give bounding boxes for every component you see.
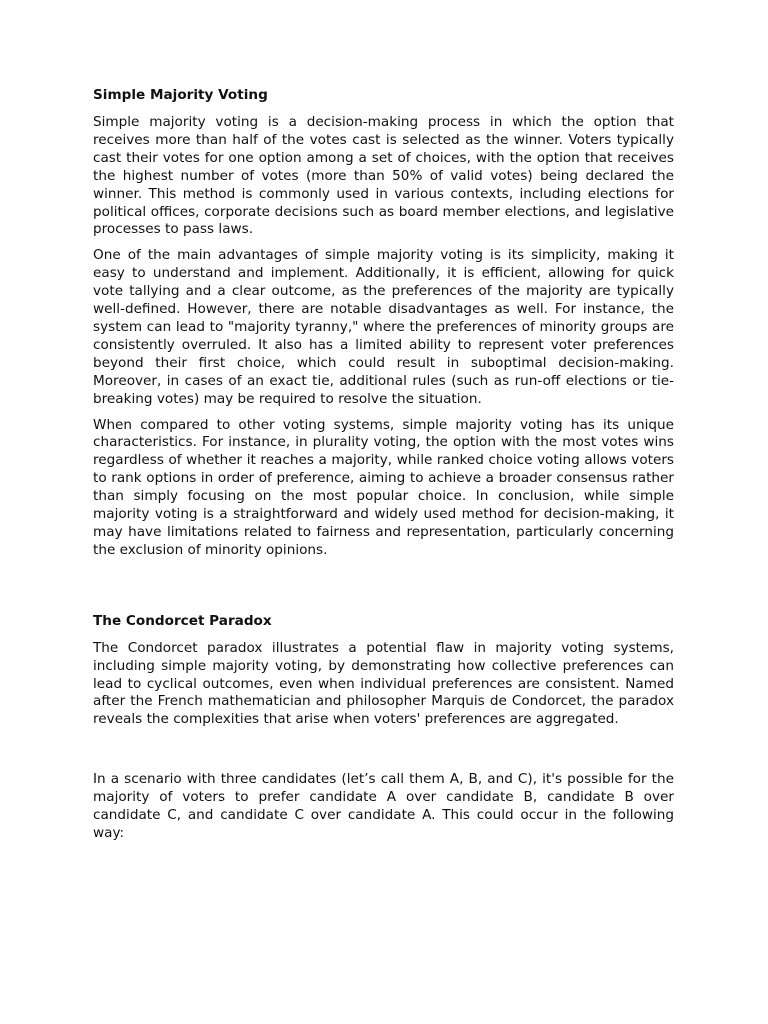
paragraph-condorcet-intro: The Condorcet paradox illustrates a potential flaw in majority voting systems, including simple majority voting, by demonstrating how collective preferences can lead to cyclical outcomes, even when individual preferences are consistent. Named after the French mathematician and philosopher Marquis de Condorcet, the paradox reveals the complexities that arise when voters' preferences are aggregated. [93, 639, 674, 728]
document-page [93, 86, 674, 851]
paragraph-definition: Simple majority voting is a decision-making process in which the option that receives more than half of the votes cast is selected as the winner. Voters typically cast their votes for one option among a set of choices, with the option that receives the highest number of votes (more than 50% of valid votes) being declared the winner. This method is commonly used in various contexts, including elections for political offices, corporate decisions such as board member elections, and legislative processes to pass laws. [93, 114, 674, 238]
section-heading-condorcet: The Condorcet Paradox [93, 612, 272, 629]
paragraph-comparison: When compared to other voting systems, simple majority voting has its unique characteristics. For instance, in plurality voting, the option with the most votes wins regardless of whether it reaches a majority, while ranked choice voting allows voters to rank options in order of preference, aiming to achieve a broader consensus rather than simply focusing on the most popular choice. In conclusion, while simple majority voting is a straightforward and widely used method for decision-making, it may have limitations related to fairness and representation, particularly concerning the exclusion of minority opinions. [93, 416, 674, 558]
section-heading-simple-majority: Simple Majority Voting [93, 87, 268, 103]
paragraph-condorcet-scenario: In a scenario with three candidates (let’s call them A, B, and C), it's possible for the majority of voters to prefer candidate A over candidate B, candidate B over candidate C, and candidate C over candidate A. This could occur in the following way: [93, 771, 674, 841]
paragraph-spacer [93, 737, 674, 771]
section-spacer [93, 568, 674, 612]
paragraph-advantages: One of the main advantages of simple majority voting is its simplicity, making it easy to understand and implement. Additionally, it is efficient, allowing for quick vote tallying and a clear outcome, as the preferences of the majority are typically well-defined. However, there are notable disadvantages as well. For instance, the system can lead to "majority tyranny," where the preferences of minority groups are consistently overruled. It also has a limited ability to represent voter preferences beyond their first choice, which could result in suboptimal decision-making. Moreover, in cases of an exact tie, additional rules (such as run-off elections or tie-breaking votes) may be required to resolve the situation. [93, 247, 674, 407]
